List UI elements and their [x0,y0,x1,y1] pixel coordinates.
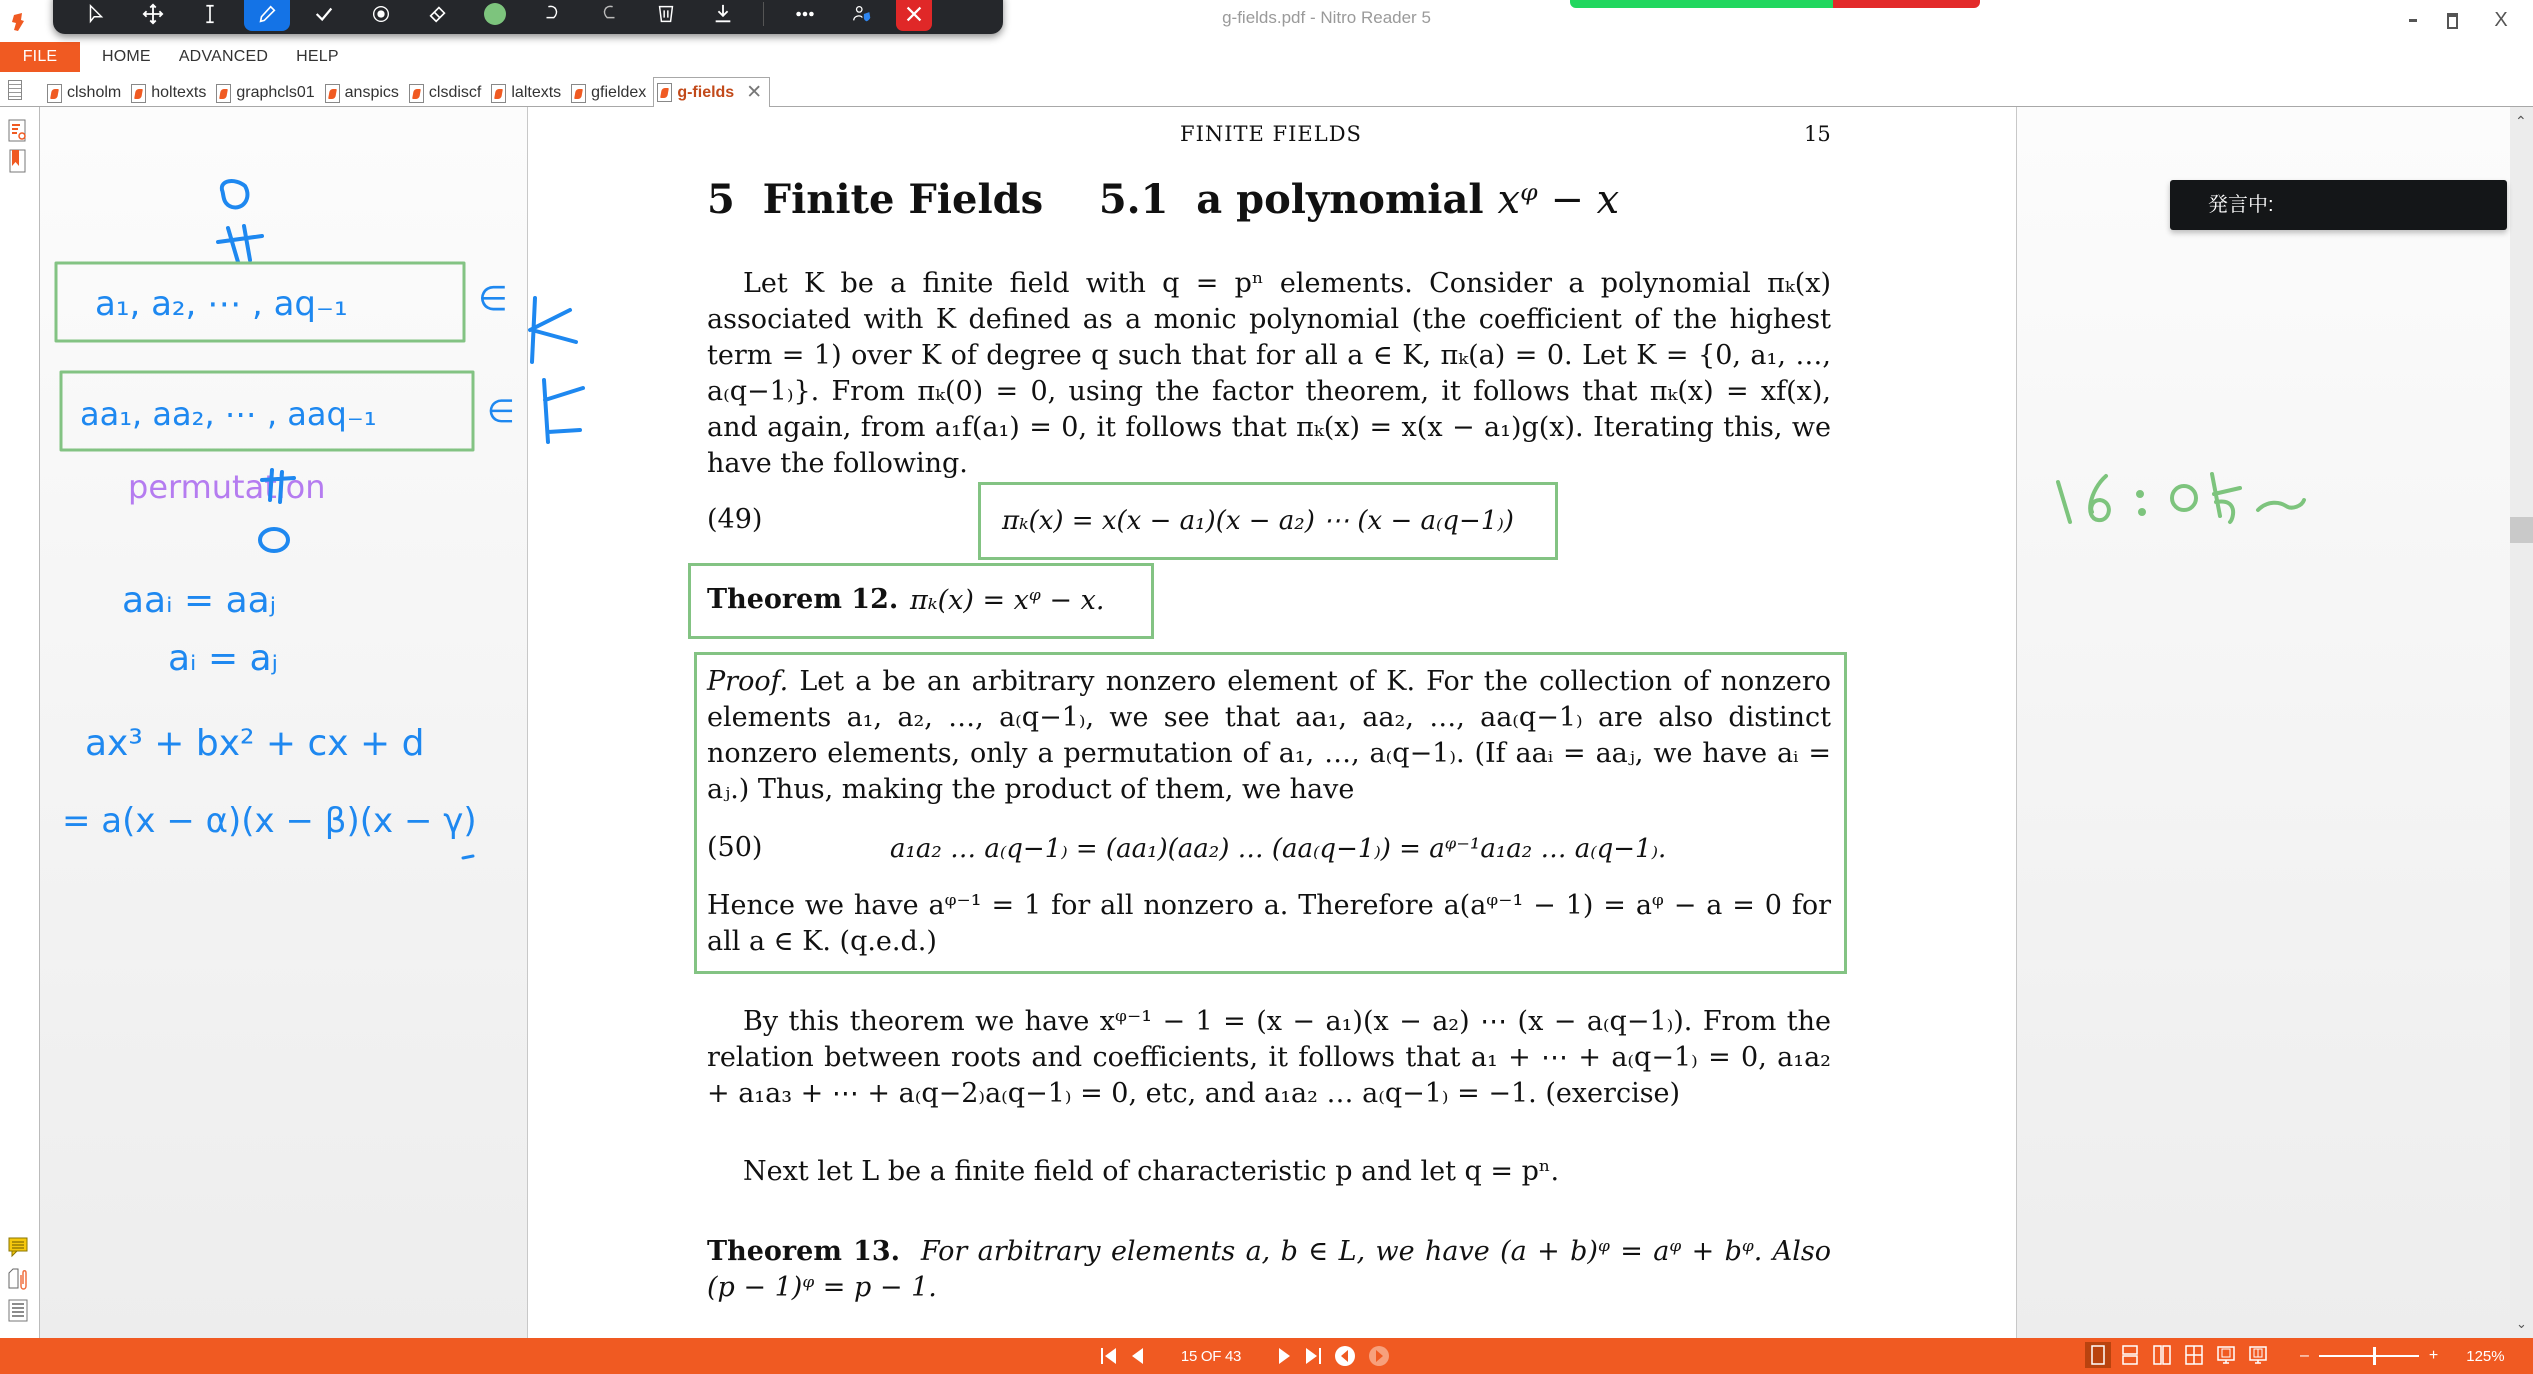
facing-icon [2153,1345,2171,1365]
tab-laltexts[interactable] [488,79,568,107]
menu-help[interactable]: HELP [296,48,339,65]
side-panel-strip [0,107,40,1338]
download-icon [712,3,734,25]
undo-icon [541,3,563,25]
theorem-13-label: Theorem 13. [707,1236,901,1267]
next-page-icon [1278,1346,1292,1366]
laser-tool-button[interactable] [358,0,404,31]
pdf-file-icon [216,84,231,103]
pan-tool-button[interactable] [130,0,176,31]
delete-button[interactable] [643,0,689,31]
comments-icon[interactable] [8,1235,28,1259]
view-presentation-button[interactable] [2213,1342,2239,1368]
document-tab-bar [0,74,2533,107]
toolbar-divider [763,2,764,26]
window-title: g-fields.pdf - Nitro Reader 5 [1222,8,1431,27]
previous-page-button[interactable] [1130,1346,1144,1366]
vertical-scrollbar[interactable] [2510,107,2533,1338]
color-dot-icon [484,3,506,25]
menu-advanced[interactable]: ADVANCED [178,48,269,65]
redo-button[interactable] [586,0,632,31]
tab-label: clsholm [67,84,122,101]
svg-text:aᵢ = aⱼ: aᵢ = aⱼ [168,638,278,679]
annotation-toolbar [53,0,1003,34]
indicator-green [1570,0,1833,8]
tab-label: g-fields [677,83,735,101]
scrollbar-thumb[interactable] [2510,517,2533,543]
user-shield-icon [851,3,873,25]
view-single-page-button[interactable] [2085,1342,2111,1368]
next-page-button[interactable] [1278,1346,1292,1366]
zoom-slider-knob[interactable] [2373,1347,2376,1365]
save-button[interactable] [700,0,746,31]
trash-icon [655,3,677,25]
continuous-facing-icon [2185,1345,2203,1365]
status-bar [0,1338,2533,1374]
svg-text:ax³ + bx² + cx + d: ax³ + bx² + cx + d [85,723,425,764]
monitor-single-icon [2217,1345,2235,1365]
tab-label: gfieldex [591,84,647,101]
checkmark-icon [313,3,335,25]
scroll-up-icon[interactable]: ⌃ [2515,113,2527,129]
proof-label: Proof. [707,666,789,697]
paragraph-text: Next let L be a finite field of characteristic p and let q = pⁿ. [743,1156,1560,1187]
equation-50: a₁a₂ … a₍q−1₎ = (aa₁)(aa₂) … (aa₍q−1₎) = aᵠ⁻¹a₁a₂ … a₍q−1₎. [890,834,1667,864]
theorem-12-statement: πₖ(x) = xᵠ − x. [910,585,1105,616]
more-icon [794,3,816,25]
zoom-level[interactable]: 125% [2466,1347,2505,1365]
view-presentation-facing-button[interactable] [2245,1342,2271,1368]
previous-page-area [40,107,528,1338]
close-tab-icon[interactable]: ✕ [746,82,763,103]
maximize-button[interactable] [2432,6,2472,34]
pdf-file-icon [409,84,424,103]
tab-label: holtexts [151,84,207,101]
theorem-12-label: Theorem 12. [707,584,899,615]
view-continuous-button[interactable] [2117,1342,2143,1368]
undo-button[interactable] [529,0,575,31]
arrow-pointer-icon [85,3,107,25]
pdf-file-icon [571,84,586,103]
svg-text:∈: ∈ [487,392,515,430]
tab-anspics[interactable] [322,79,406,107]
paragraph-text: Let K be a finite field with q = pⁿ elements. Consider a polynomial πₖ(x) associated with K defined as a monic polynomial (the coefficient of the highest term = 1) over K of degree q such that for all a ∈ K, πₖ(a) = 0. Let K = {0, a₁, …, a₍q−1₎}. From πₖ(0) = 0, using the factor theorem, it follows that πₖ(x) = xf(x), and again, from a₁f(a₁) = 0, it follows that πₖ(x) = x(x − a₁)g(x). Iterating this, we have the following. [707,268,1831,479]
monitor-facing-icon [2249,1345,2267,1365]
pdf-file-icon [657,83,672,102]
zoom-slider[interactable] [2319,1355,2419,1357]
proof-paragraph [707,664,1831,808]
bookmark-icon[interactable] [8,149,28,173]
color-picker-button[interactable] [472,0,518,31]
tab-gfieldex[interactable] [568,79,653,107]
section-title-math: xᵠ − x [1497,177,1620,223]
laser-pointer-icon [370,3,392,25]
view-facing-button[interactable] [2149,1342,2175,1368]
previous-view-button[interactable] [1334,1345,1356,1367]
tab-holtexts[interactable] [128,79,213,107]
first-page-button[interactable] [1100,1346,1118,1366]
eraser-tool-button[interactable] [415,0,461,31]
tab-list-icon[interactable] [8,80,22,100]
attachments-icon[interactable] [8,1267,28,1291]
paragraph-intro [707,266,1831,482]
page-list-icon[interactable] [8,1299,28,1323]
section-title-text: 5 Finite Fields 5.1 a polynomial [707,176,1498,223]
text-cursor-icon [199,3,221,25]
back-circle-icon [1334,1345,1356,1367]
tab-g-fields[interactable] [653,77,770,108]
svg-text:a₁, a₂, ⋯ , aq₋₁: a₁, a₂, ⋯ , aq₋₁ [95,284,348,324]
speaking-indicator: 発言中: [2170,180,2507,230]
continuous-icon [2121,1345,2139,1365]
proof-conclusion: Hence we have aᵠ⁻¹ = 1 for all nonzero a. Therefore a(aᵠ⁻¹ − 1) = aᵠ − a = 0 for all a ∈ K. (q.e.d.) [707,890,1831,957]
paragraph-next-field [707,1154,1831,1190]
view-continuous-facing-button[interactable] [2181,1342,2207,1368]
margin-area-right [2016,107,2510,1338]
svg-text:aa₁, aa₂, ⋯ , aaq₋₁: aa₁, aa₂, ⋯ , aaq₋₁ [80,395,377,433]
menu-bar [0,42,2533,72]
tab-clsholm[interactable] [44,79,128,107]
text-select-tool-button[interactable] [187,0,233,31]
zoom-out-button[interactable]: – [2300,1347,2309,1364]
more-button[interactable] [782,0,828,31]
tab-label: graphcls01 [236,84,315,101]
maximize-icon [2447,13,2458,29]
close-icon [903,3,925,25]
pdf-file-icon [131,84,146,103]
close-window-button[interactable]: X [2494,9,2508,31]
pen-icon [256,3,278,25]
forward-circle-icon [1368,1345,1390,1367]
tab-label: clsdiscf [428,84,482,101]
svg-text:∈: ∈ [478,279,508,319]
indicator-red [1833,0,1980,8]
pdf-file-icon [325,84,340,103]
tab-clsdiscf[interactable] [406,79,488,107]
scroll-down-icon[interactable]: ⌄ [2516,1316,2527,1331]
last-page-button[interactable] [1304,1346,1322,1366]
section-title [707,176,1619,223]
pdf-file-icon [491,84,506,103]
minimize-button[interactable] [2393,6,2433,34]
page-search-icon[interactable] [8,119,28,143]
menu-home[interactable]: HOME [102,48,151,65]
theorem-13 [707,1234,1831,1306]
pen-tool-button[interactable] [244,0,290,31]
tab-label: anspics [344,84,399,101]
page-number: 15 [1804,122,1831,146]
paragraph-roots-coefficients [707,1004,1831,1112]
equation-49: πₖ(x) = x(x − a₁)(x − a₂) ⋯ (x − a₍q−1₎) [1002,506,1514,536]
eraser-icon [427,3,449,25]
paragraph-text: By this theorem we have xᵠ⁻¹ − 1 = (x − a₁)(x − a₂) ⋯ (x − a₍q−1₎). From the relation between roots and coefficients, it follows that a₁ + ⋯ + a₍q−1₎ = 0, a₁a₂ + a₁a₃ + ⋯ + a₍q−2₎a₍q−1₎ = 0, etc, and a₁a₂ … a₍q−1₎ = −1. (exercise) [707,1006,1831,1109]
zoom-control [2300,1338,2505,1374]
tab-label: laltexts [511,84,562,101]
close-toolbar-button[interactable] [896,0,932,31]
page-indicator[interactable]: 15 OF 43 [1180,1347,1242,1365]
tab-graphcls01[interactable] [213,79,321,107]
next-view-button[interactable] [1368,1345,1390,1367]
redo-icon [598,3,620,25]
user-shield-button[interactable] [839,0,885,31]
proof-text: Let a be an arbitrary nonzero element of K. For the collection of nonzero elements a₁, a₂, …, a₍q−1₎, we see that aa₁, aa₂, …, aa₍q−1₎ are also distinct nonzero elements, only a permutation of a₁, …, a₍q−1₎. (If aaᵢ = aaⱼ, we have aᵢ = aⱼ.) Thus, making the product of them, we have [707,666,1831,805]
first-page-icon [1100,1346,1118,1366]
zoom-in-button[interactable]: + [2428,1347,2439,1364]
pdf-file-icon [47,84,62,103]
svg-text:aaᵢ = aaⱼ: aaᵢ = aaⱼ [122,580,277,621]
running-header: FINITE FIELDS [1180,122,1362,146]
select-tool-button[interactable] [73,0,119,31]
previous-page-icon [1130,1346,1144,1366]
check-tool-button[interactable] [301,0,347,31]
page-navigation [1100,1338,1390,1374]
document-tabs [44,77,770,107]
theorem-13-statement: For arbitrary elements a, b ∈ L, we have (a + b)ᵠ = aᵠ + bᵠ. Also (p − 1)ᵠ = p − 1. [707,1236,1831,1303]
last-page-icon [1304,1346,1322,1366]
menu-file[interactable]: FILE [0,42,80,72]
svg-text:= a(x − α)(x − β)(x − γ): = a(x − α)(x − β)(x − γ) [62,801,477,841]
recording-indicator-bar [1570,0,1980,8]
equation-label-50: (50) [707,832,763,863]
move-icon [142,3,164,25]
equation-label-49: (49) [707,504,763,535]
minimize-icon [2409,19,2417,22]
svg-text:permutation: permutation [128,468,326,506]
single-page-icon [2089,1345,2107,1365]
view-mode-buttons [2085,1342,2271,1368]
